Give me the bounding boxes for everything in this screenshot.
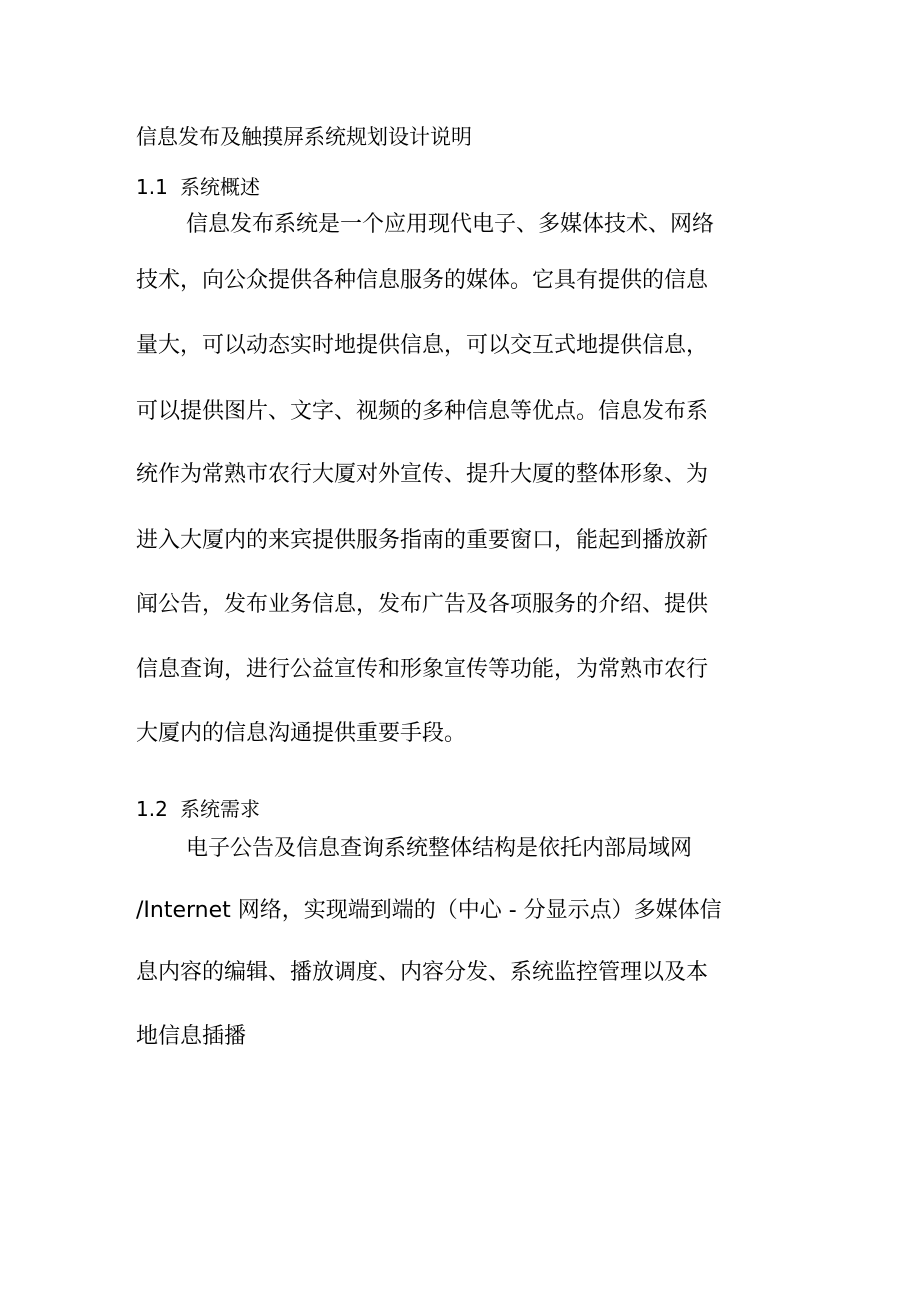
section-title: 系统需求 [180,797,260,821]
paragraph-line: 电子公告及信息查询系统整体结构是依托内部局域网 [186,836,693,861]
paragraph-line: 信息发布系统是一个应用现代电子、多媒体技术、网络 [186,212,715,237]
paragraph-line: 技术，向公众提供各种信息服务的媒体。它具有提供的信息 [136,268,709,293]
paragraph-line: 统作为常熟市农行大厦对外宣传、提升大厦的整体形象、为 [136,462,709,487]
section-heading-1-2 [136,794,260,824]
document-title: 信息发布及触摸屏系统规划设计说明 [136,125,472,149]
paragraph-line: 闻公告，发布业务信息，发布广告及各项服务的介绍、提供 [136,592,709,617]
section-title: 系统概述 [180,175,260,199]
paragraph-line: /Internet 网络，实现端到端的（中心 - 分显示点）多媒体信 [136,898,722,923]
paragraph-line: 可以提供图片、文字、视频的多种信息等优点。信息发布系 [136,399,709,424]
section-number: 1.2 [136,797,168,821]
section-heading-1-1 [136,172,260,202]
paragraph-line: 大厦内的信息沟通提供重要手段。 [136,721,467,746]
paragraph-line: 量大，可以动态实时地提供信息，可以交互式地提供信息， [136,333,709,358]
paragraph-line: 进入大厦内的来宾提供服务指南的重要窗口，能起到播放新 [136,528,709,553]
paragraph-line: 地信息插播 [136,1024,247,1049]
paragraph-line: 息内容的编辑、播放调度、内容分发、系统监控管理以及本 [136,960,709,985]
paragraph-line: 信息查询，进行公益宣传和形象宣传等功能，为常熟市农行 [136,657,709,682]
section-number: 1.1 [136,175,168,199]
